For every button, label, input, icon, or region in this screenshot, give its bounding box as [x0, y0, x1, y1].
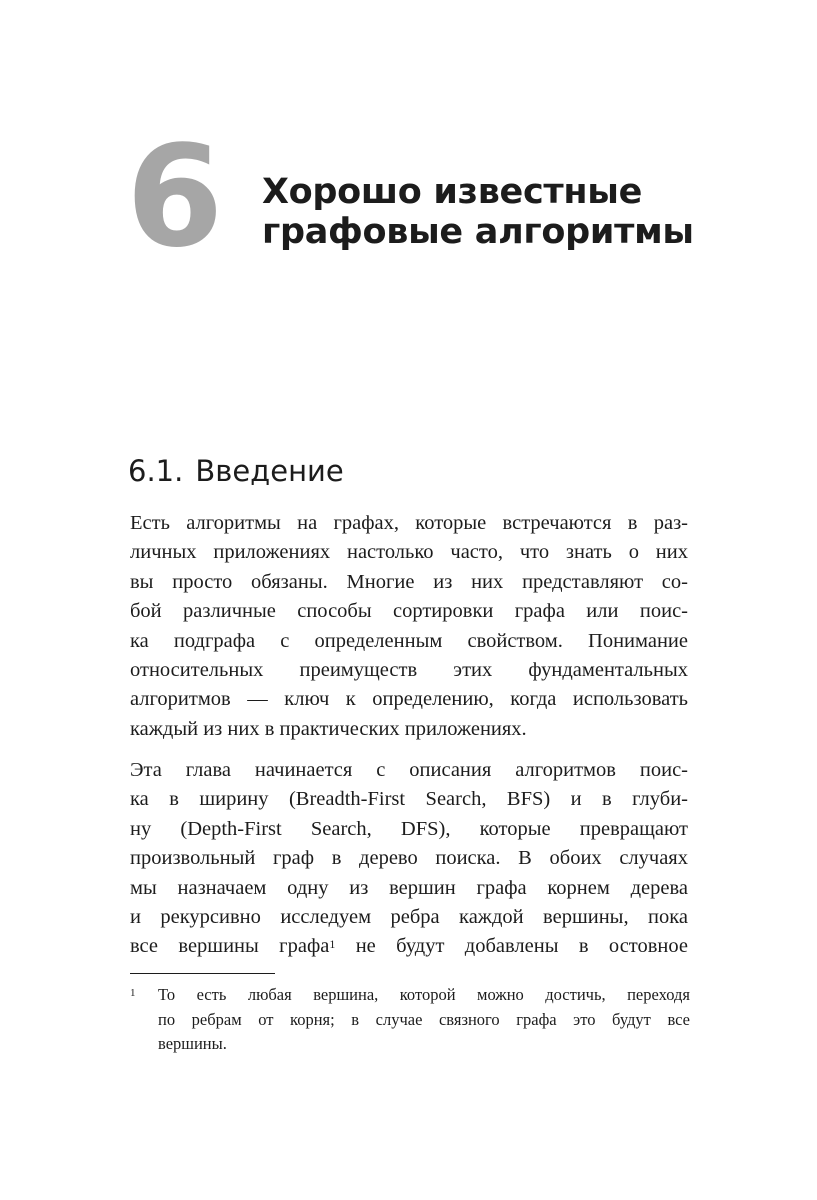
text-line: мы назначаем одну из вершин графа корнем дерева	[130, 876, 688, 899]
footnote-line: по ребрам от корня; в случае связного графа это будут все	[158, 1009, 690, 1029]
text-line: ка в ширину (Breadth-First Search, BFS) и в глуби-	[130, 788, 688, 811]
text-line: ну (Depth-First Search, DFS), которые превращают	[130, 817, 688, 840]
section-title: Введение	[195, 454, 344, 488]
text-line: алгоритмов — ключ к определению, когда использовать	[130, 688, 688, 711]
chapter-title-line: Хорошо известные	[262, 172, 643, 212]
text-line-with-footnote	[130, 932, 688, 961]
chapter-title-line: графовые алгоритмы	[262, 212, 694, 252]
text-fragment: не будут добавлены в остовное	[335, 935, 688, 958]
text-line: бой различные способы сортировки графа или поис-	[130, 600, 688, 623]
paragraph-intro	[130, 509, 688, 744]
text-line: Эта глава начинается с описания алгоритмов поис-	[130, 759, 688, 781]
text-line: Есть алгоритмы на графах, которые встречаются в раз-	[130, 512, 688, 534]
text-line: вы просто обязаны. Многие из них представляют со-	[130, 570, 688, 593]
section-number: 6.1.	[128, 454, 184, 488]
text-line: относительных преимуществ этих фундаментальных	[130, 659, 688, 682]
footnote-reference[interactable]: 1	[329, 937, 336, 952]
section-heading	[128, 454, 344, 488]
footnote-mark: 1	[130, 987, 136, 999]
text-fragment: все вершины графа	[130, 935, 330, 958]
text-line: и рекурсивно исследуем ребра каждой вершины, пока	[130, 906, 688, 929]
chapter-title	[262, 172, 694, 252]
text-line: каждый из них в практических приложениях.	[130, 717, 527, 740]
text-line: личных приложениях настолько часто, что знать о них	[130, 541, 688, 564]
footnote-body	[158, 983, 690, 1057]
footnote-divider	[130, 973, 275, 974]
text-line: произвольный граф в дерево поиска. В обоих случаях	[130, 847, 688, 870]
text-line: ка подграфа с определенным свойством. Понимание	[130, 629, 688, 652]
footnote-line: То есть любая вершина, которой можно достичь, переходя	[158, 985, 690, 1004]
footnote	[130, 983, 690, 1057]
footnote-line: вершины.	[158, 1034, 227, 1053]
paragraph-chapter-overview	[130, 756, 688, 962]
chapter-number: 6	[126, 116, 220, 279]
